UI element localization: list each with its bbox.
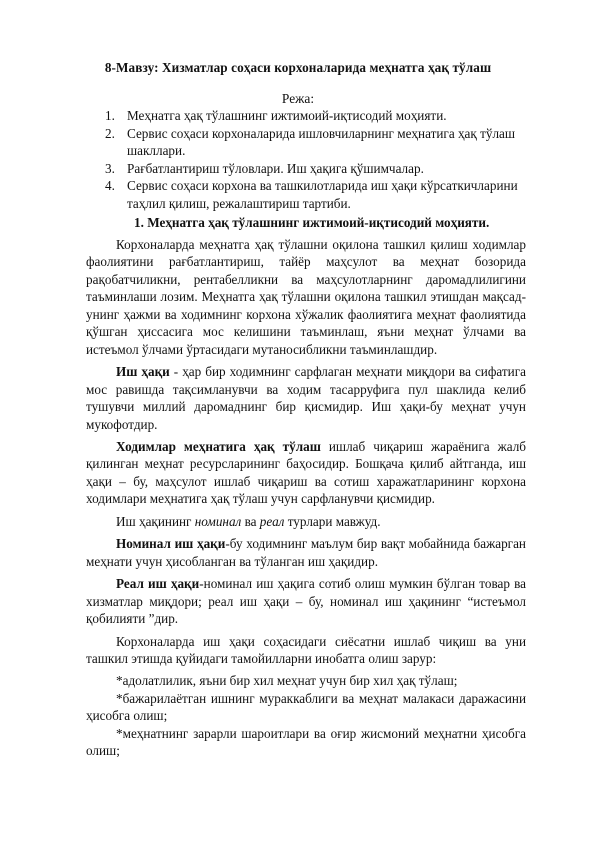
principle-item: *меҳнатнинг зарарли шароитлари ва оғир жисмоний меҳнатни ҳисобга олиш; bbox=[86, 725, 526, 759]
plan-list bbox=[105, 107, 525, 212]
term-bold: Номинал иш ҳақи bbox=[116, 536, 226, 552]
principle-item: *бажарилаётган ишнинг мураккаблиги ва меҳнат малакаси даражасини ҳисобга олиш; bbox=[86, 690, 526, 724]
body-paragraph bbox=[86, 575, 526, 627]
body-paragraph: Корхоналарда иш ҳақи соҳасидаги сиёсатни ишлаб чиқиш ва уни ташкил этишда қуйидаги тамойилларни инобатга олиш зарур: bbox=[86, 633, 526, 666]
section-heading: 1. Меҳнатга ҳақ тўлашнинг ижтимоий-иқтисодий моҳияти. bbox=[134, 215, 490, 230]
plan-item-text: Рағбатлантириш тўловлари. Иш ҳақига қўшимчалар. bbox=[127, 160, 424, 176]
plan-item-number: 4. bbox=[105, 178, 115, 193]
plan-item bbox=[105, 177, 525, 212]
paragraph-text: ишлаб чиқариш жараёнига жалб қилинган меҳнат ресурсларининг баҳосидир. Бошқача қилиб айтганда, иш ҳақи – бу, маҳсулот ишлаб чиқариш ва сотиш харажатларининг корхона ходимлари меҳнатига ҳақ тўлаш учун сарфланувчи қисмидир. bbox=[86, 438, 527, 507]
plan-item bbox=[105, 107, 525, 125]
paragraph-text: ва bbox=[241, 513, 260, 529]
plan-item-number: 2. bbox=[105, 125, 115, 141]
paragraph-text: -бу ходимнинг маълум бир вақт мобайнида бажарган меҳнати учун ҳисобланган ва тўланган иш ҳақидир. bbox=[86, 536, 526, 569]
plan-heading: Режа: bbox=[281, 91, 315, 106]
body-paragraph bbox=[86, 513, 526, 530]
paragraph-text: -номинал иш ҳақига сотиб олиш мумкин бўлган товар ва хизматлар миқдори; реал иш ҳақи – бу, номинал иш ҳақининг “истеъмол қобилияти ”дир. bbox=[86, 576, 526, 627]
term-italic: реал bbox=[259, 513, 285, 529]
term-bold: Реал иш ҳақи bbox=[116, 576, 200, 592]
paragraph-text: - ҳар бир ходимнинг сарфлаган меҳнати миқдори ва сифатига мос равишда тақсимланувчи ва ходим тасарруфига пул шаклида келиб тушувчи миллий даромаднинг бир қисмидир. Иш ҳақи-бу меҳнат учун мукофотдир. bbox=[86, 364, 527, 432]
plan-item-number: 3. bbox=[105, 160, 115, 176]
plan-item bbox=[105, 160, 525, 178]
term-italic: номинал bbox=[194, 513, 242, 529]
term-bold: Ходимлар меҳнатига ҳақ тўлаш bbox=[116, 438, 321, 454]
paragraph-text: турлари мавжуд. bbox=[284, 513, 381, 529]
plan-item-number: 1. bbox=[105, 108, 115, 123]
plan-item-text: Сервис соҳаси корхоналарида ишловчиларнинг меҳнатига ҳақ тўлаш шакллари. bbox=[127, 125, 516, 158]
plan-item-text: Меҳнатга ҳақ тўлашнинг ижтимоий-иқтисодий моҳияти. bbox=[127, 108, 447, 123]
plan-item bbox=[105, 125, 525, 160]
body-paragraph bbox=[86, 535, 526, 570]
body-paragraph: Корхоналарда меҳнатга ҳақ тўлашни оқилона ташкил қилиш ходимлар фаолиятини рағбатлантириш, тайёр маҳсулот ва меҳнат бозорида рақобатчиликни, рентабелликни ва маҳсулотларнинг даромадлилигини таъминлаши лозим. Меҳнатга ҳақ тўлашни оқилона ташкил этишдан мақсад-унинг ҳажми ва ходимнинг корхона хўжалик фаолиятига меҳнат фаолиятида қўшган ҳиссасига мос келишини таъминлаш, яъни меҳнат ўлчами ва истеъмол ўлчами ўртасидаги мутаносибликни таъминлашдир. bbox=[86, 237, 526, 357]
document-title: 8-Мавзу: Хизматлар соҳаси корхоналарида меҳнатга ҳақ тўлаш bbox=[104, 60, 492, 75]
body-paragraph bbox=[86, 363, 526, 433]
body-paragraph bbox=[86, 438, 526, 508]
paragraph-text: Иш ҳақининг bbox=[116, 513, 195, 529]
term-bold: Иш ҳақи bbox=[116, 364, 170, 380]
plan-item-text: Сервис соҳаси корхона ва ташкилотларида иш ҳақи кўрсаткичларини таҳлил қилиш, режалаштириш тартиби. bbox=[127, 178, 518, 211]
principle-item: *адолатлилик, яъни бир хил меҳнат учун бир хил ҳақ тўлаш; bbox=[116, 673, 458, 689]
document-body bbox=[86, 236, 526, 760]
